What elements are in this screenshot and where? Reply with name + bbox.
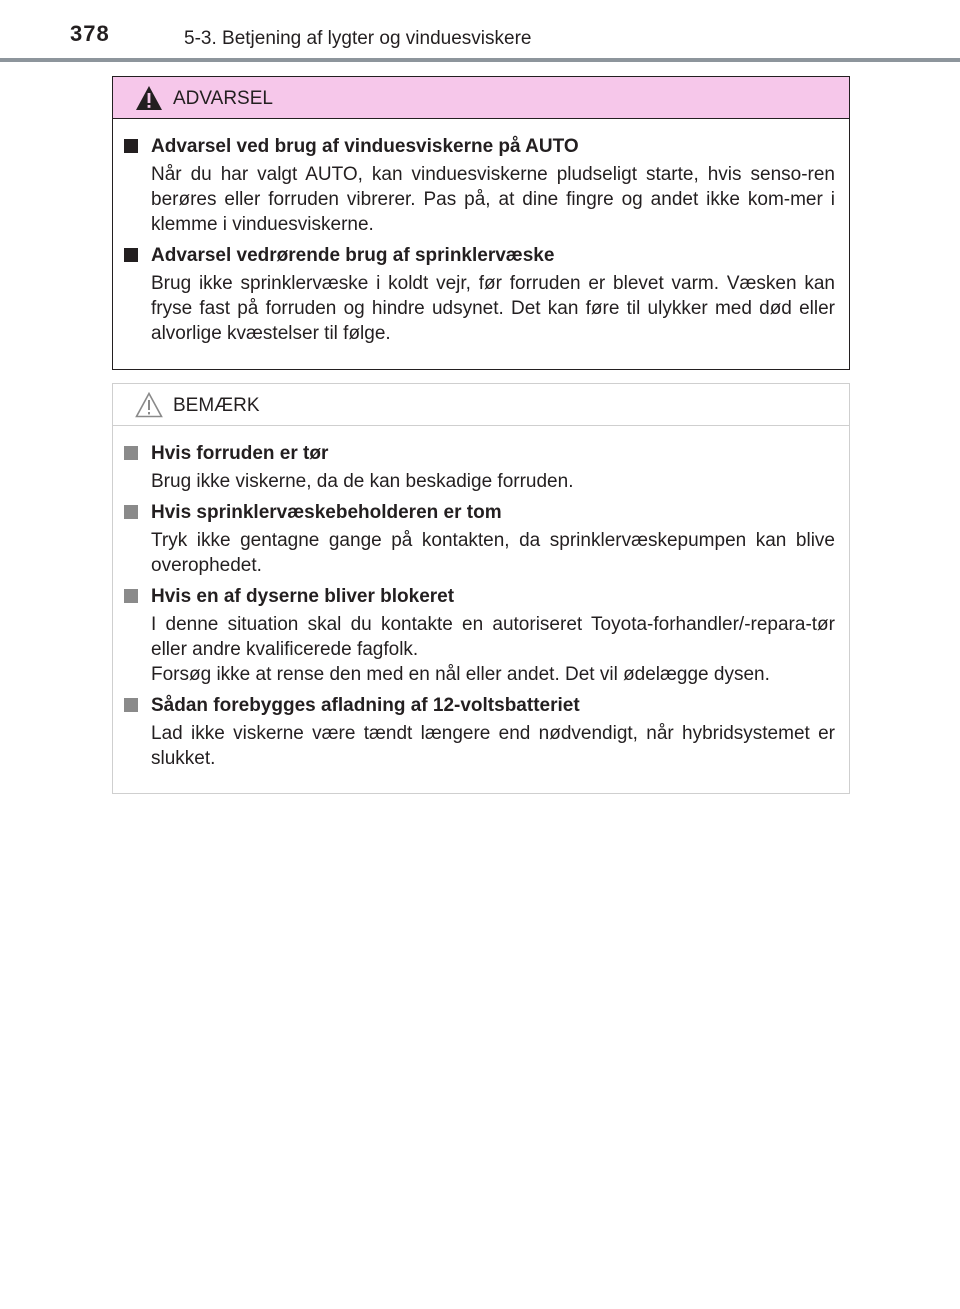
item-title xyxy=(124,442,835,466)
list-item xyxy=(124,694,835,771)
header-rule xyxy=(0,58,960,62)
item-text: Lad ikke viskerne være tændt længere end nødvendigt, når hybridsystemet er slukket. xyxy=(151,723,835,769)
square-bullet-icon xyxy=(124,589,138,603)
square-bullet-icon xyxy=(124,139,138,153)
item-title xyxy=(124,244,835,268)
notice-box-body xyxy=(113,426,849,771)
notice-box-label: BEMÆRK xyxy=(173,395,260,416)
square-bullet-icon xyxy=(124,698,138,712)
item-title-text: Advarsel vedrørende brug af sprinklervæske xyxy=(151,245,555,266)
item-title xyxy=(124,694,835,718)
item-title-text: Hvis forruden er tør xyxy=(151,443,329,464)
notice-box-header xyxy=(113,384,849,426)
list-item xyxy=(124,135,835,237)
square-bullet-icon xyxy=(124,505,138,519)
warning-box-label: ADVARSEL xyxy=(173,88,273,109)
square-bullet-icon xyxy=(124,446,138,460)
square-bullet-icon xyxy=(124,248,138,262)
notice-box xyxy=(112,383,850,794)
warning-box xyxy=(112,76,850,370)
list-item xyxy=(124,244,835,346)
item-text-line: I denne situation skal du kontakte en autoriseret Toyota-forhandler/-repara-tør eller andre kvalificerede fagfolk. xyxy=(151,614,835,660)
item-title xyxy=(124,585,835,609)
item-title-text: Hvis en af dyserne bliver blokeret xyxy=(151,586,455,607)
item-text xyxy=(124,612,835,687)
item-text: Når du har valgt AUTO, kan vinduesviskerne pludseligt starte, hvis senso-ren berøres eller forruden vibrerer. Pas på, at dine fingre og andet ikke kom-mer i klemme i vinduesviskerne. xyxy=(151,164,835,235)
list-item xyxy=(124,442,835,494)
warning-box-body xyxy=(113,119,849,346)
caution-triangle-icon xyxy=(135,392,163,418)
item-title-text: Hvis sprinklervæskebeholderen er tom xyxy=(151,502,502,523)
item-title-text: Advarsel ved brug af vinduesviskerne på AUTO xyxy=(151,136,579,157)
item-text: Tryk ikke gentagne gange på kontakten, da sprinklervæskepumpen kan blive overophedet. xyxy=(151,530,835,576)
warning-triangle-icon xyxy=(135,85,163,111)
page-header xyxy=(0,0,960,64)
item-text: Brug ikke viskerne, da de kan beskadige forruden. xyxy=(151,471,574,492)
list-item xyxy=(124,585,835,687)
warning-box-header xyxy=(113,77,849,119)
section-title: 5-3. Betjening af lygter og vinduesviskere xyxy=(184,28,532,49)
list-item xyxy=(124,501,835,578)
item-title xyxy=(124,501,835,525)
item-title-text: Sådan forebygges afladning af 12-voltsbatteriet xyxy=(151,695,580,716)
item-text-line: Forsøg ikke at rense den med en nål eller andet. Det vil ødelægge dysen. xyxy=(151,664,770,685)
item-text: Brug ikke sprinklervæske i koldt vejr, før forruden er blevet varm. Væsken kan fryse fast på forruden og hindre udsynet. Det kan føre til ulykker med død eller alvorlige kvæstelser til følge. xyxy=(151,273,835,344)
page-number: 378 xyxy=(70,21,110,46)
item-title xyxy=(124,135,835,159)
